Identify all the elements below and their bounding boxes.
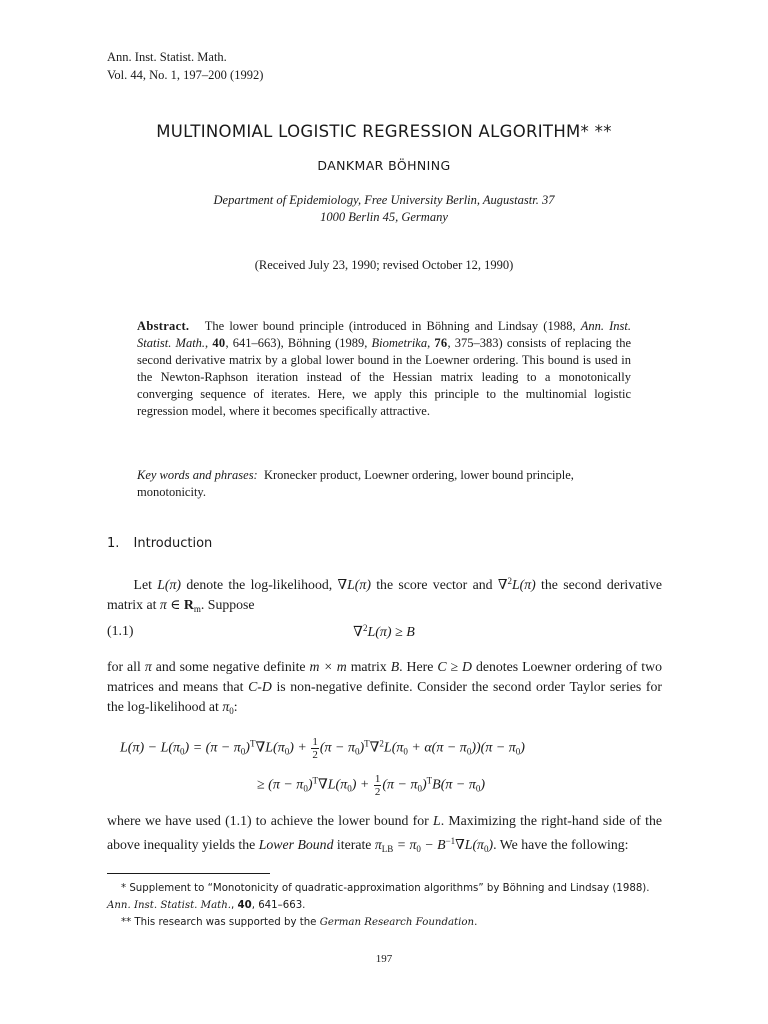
section-number: 1. [107,536,120,551]
intro-paragraph-3: where we have used (1.1) to achieve the lower bound for L. Maximizing the right-hand side of the above inequality yields the Lower Bound iterate $\pi_{LB} = \pi_0 - B^{-1}\nabla L(\pi_0)$. We have the following: [107,813,662,854]
footnotes [107,880,662,931]
lower-bound-term: Lower Bound [258,837,334,852]
abstract-label: Abstract. [137,319,190,333]
footnote-rule [107,873,270,874]
intro-paragraph-1: Let L(π) denote the log-likelihood, ∇L(π) the score vector and ∇$^2$L(π) the second derivative matrix at π ∈ $R_m$. Suppose [107,576,662,614]
section-title: Introduction [133,536,213,551]
paper-author: DANKMAR BÖHNING [317,158,451,173]
affiliation-line-1: Department of Epidemiology, Free University Berlin, Augustastr. 37 [213,193,555,207]
taylor-expansion-line-1: $L(\pi) - L(\pi_0) = (\pi - \pi_0)^T\nabla L(\pi_0)$ + $\frac{1}{2}$ $(\pi - \pi_0)^T\nabla^2L(\pi_0 + \alpha(\pi - \pi_0))(\pi - \pi_0)$ [120,736,525,761]
abstract-volume-2: 76 [434,336,448,350]
affiliation-line-2: 1000 Berlin 45, Germany [320,210,448,224]
math-L-pi: L(π) [157,577,182,592]
taylor-expansion-line-2: ≥ $(\pi - \pi_0)^T\nabla L(\pi_0)$ + $\frac{1}{2}$ $(\pi - \pi_0)^TB(\pi - \pi_0)$ [257,773,486,798]
journal-citation [107,48,263,84]
section-heading [107,536,212,551]
abstract-text-2: , 641–663), Böhning (1989, [225,336,372,350]
math-hessian-L: ∇$^2$L(π) [497,576,536,592]
keywords-text: Kronecker product, Loewner ordering, lower bound principle, monotonicity. [137,468,574,499]
math-pi-in-R: π ∈ $R_m$ [159,597,201,614]
math-grad-L: ∇L(π) [337,577,371,592]
paper-title: MULTINOMIAL LOGISTIC REGRESSION ALGORITHM* ** [156,122,612,141]
abstract-journal-2: Biometrika [371,336,428,350]
abstract: Abstract. The lower bound principle (introduced in Böhning and Lindsay (1988, Ann. Inst. Statist. Math., 40, 641–663), Böhning (1989, Biometrika, 76, 375–383) consists of replacing the second derivative matrix by a global lower bound in the Loewner ordering. This bound is used in the Newton-Raphson iteration instead of the Hessian matrix leading to a monotonically converging sequence of iterates. Here, we apply this principle to the multinomial logistic regression model, where it becomes specifically attractive. [137,319,632,418]
keywords-label: Key words and phrases: [137,468,258,482]
intro-paragraph-2: for all π and some negative definite m × m matrix B. Here C ≥ D denotes Loewner ordering of two matrices and means that C-D is non-negative definite. Consider the second order Taylor series for the log-likelihood at $\pi_0$: [107,659,663,716]
footnote-1: * Supplement to “Monotonicity of quadratic-approximation algorithms” by Böhning and Lindsay (1988). Ann. Inst. Statist. Math., 40, 641–663. [107,883,650,911]
abstract-volume-1: 40 [212,336,226,350]
abstract-text-3: , 375–383) consists of replacing the second derivative matrix by a global lower bound in the Loewner ordering. This bound is used in the Newton-Raphson iteration instead of the Hessian matrix leading to a monotonically converging sequence of iterates. Here, we apply this principle to the multinomial logistic regression model, where it becomes specifically attractive. [137,336,632,418]
equation-label: (1.1) [107,623,134,638]
page-number: 197 [375,953,393,965]
abstract-text-1: The lower bound principle (introduced in Böhning and Lindsay (1988, [204,319,581,333]
received-dates: (Received July 23, 1990; revised October 12, 1990) [254,258,514,272]
journal-name: Ann. Inst. Statist. Math. [107,50,227,64]
footnote-2: ** This research was supported by the German Research Foundation. [121,917,478,928]
keywords [137,467,631,501]
author-affiliation [0,192,768,226]
abstract-journal-1: Ann. Inst. Statist. Math. [137,319,631,350]
journal-volume: Vol. 44, No. 1, 197–200 (1992) [107,68,264,82]
equation-1-1: ∇$^2$L(π) ≥ B [353,623,415,640]
